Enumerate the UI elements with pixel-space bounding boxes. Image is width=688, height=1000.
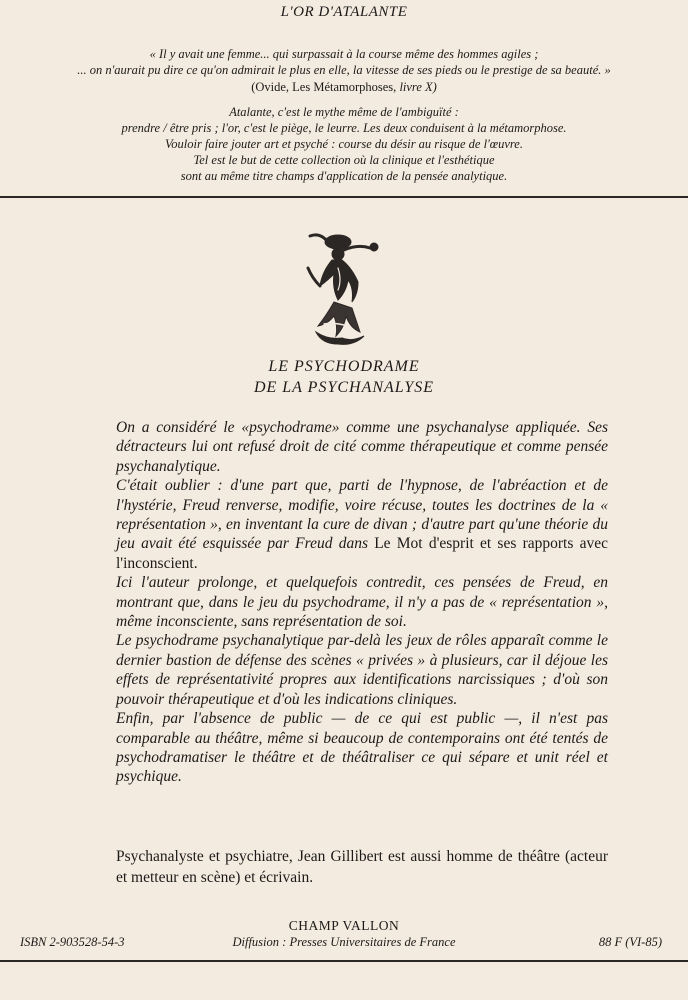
blurb-paragraph-3: Ici l'auteur prolonge, et quelquefois contredit, ces pensées de Freud, en montrant que, dans le jeu du psychodrame, il n'y a pas de « représentation », même inconsciente, sans représentation de soi. <box>116 574 608 631</box>
freud-work-title: Le Mot d'esprit et ses rapports avec l'inconscient. <box>116 535 608 572</box>
author-note: Psychanalyste et psychiatre, Jean Gillibert est aussi homme de théâtre (acteur et metteur en scène) et écrivain. <box>116 848 608 886</box>
citation-work: Les Métamorphoses, <box>292 80 400 94</box>
price-code: 88 F (VI-85) <box>598 935 662 949</box>
series-desc-line-2: prendre / être pris ; l'or, c'est le piège, le leurre. Les deux conduisent à la métamorphose. <box>121 121 567 135</box>
blurb-paragraph-4: Le psychodrame psychanalytique par-delà les jeux de rôles apparaît comme le dernier bastion de défense des scènes « privées » à plusieurs, car il déjoue les effets de représentativité propres aux identifications narcissiques ; d'où son pouvoir thérapeutique et d'où les indications cliniques. <box>116 632 608 708</box>
series-header <box>0 0 688 198</box>
dancing-figure-icon <box>298 228 388 346</box>
ovid-quote-line-1: « Il y avait une femme... qui surpassait à la course même des hommes agiles ; <box>149 47 539 61</box>
blurb-paragraph-2-text: C'était oublier : d'une part que, parti de l'hypnose, de l'abréaction et de l'hystérie, Freud renverse, modifie, voire récuse, toutes les doctrines de la « représentation », en inventant la cure de divan ; d'autre part qu'une théorie du jeu avait été esquissée par Freud dans <box>116 477 608 553</box>
back-cover-blurb <box>116 418 608 787</box>
bottom-divider <box>0 960 688 962</box>
series-title: L'OR D'ATALANTE <box>280 4 408 20</box>
series-desc-line-3: Vouloir faire jouter art et psyché : course du désir au risque de l'œuvre. <box>165 137 523 151</box>
blurb-paragraph-2 <box>116 476 608 573</box>
series-desc-line-1: Atalante, c'est le mythe même de l'ambiguïté : <box>229 105 459 119</box>
ovid-quote-line-2: ... on n'aurait pu dire ce qu'on admirait le plus en elle, la vitesse de ses pieds ou le prestige de sa beauté. » <box>77 63 611 77</box>
series-desc-line-5: sont au même titre champs d'application de la pensée analytique. <box>180 169 508 183</box>
book-title-line-1: LE PSYCHODRAME <box>268 358 420 375</box>
citation-book: livre X) <box>399 80 437 94</box>
publisher-name: CHAMP VALLON <box>288 918 400 933</box>
blurb-paragraph-1: On a considéré le «psychodrame» comme une psychanalyse appliquée. Ses détracteurs lui ont refusé droit de cité comme thérapeutique et comme pensée psychanalytique. <box>116 419 608 475</box>
book-title-line-2: DE LA PSYCHANALYSE <box>253 379 435 396</box>
blurb-paragraph-5: Enfin, par l'absence de public — de ce qui est public —, il n'est pas comparable au théâtre, même si beaucoup de contemporains ont été tentés de psychodramatiser le théâtre et de théâtraliser ce qui sépare et unit réel et psychique. <box>116 710 608 786</box>
citation-author: (Ovide, <box>251 80 293 94</box>
series-desc-line-4: Tel est le but de cette collection où la clinique et l'esthétique <box>193 153 495 167</box>
distribution-label: Diffusion : <box>232 935 290 949</box>
ovid-citation <box>0 80 688 95</box>
distributor: Presses Universitaires de France <box>289 935 456 949</box>
isbn: ISBN 2-903528-54-3 <box>20 935 125 949</box>
